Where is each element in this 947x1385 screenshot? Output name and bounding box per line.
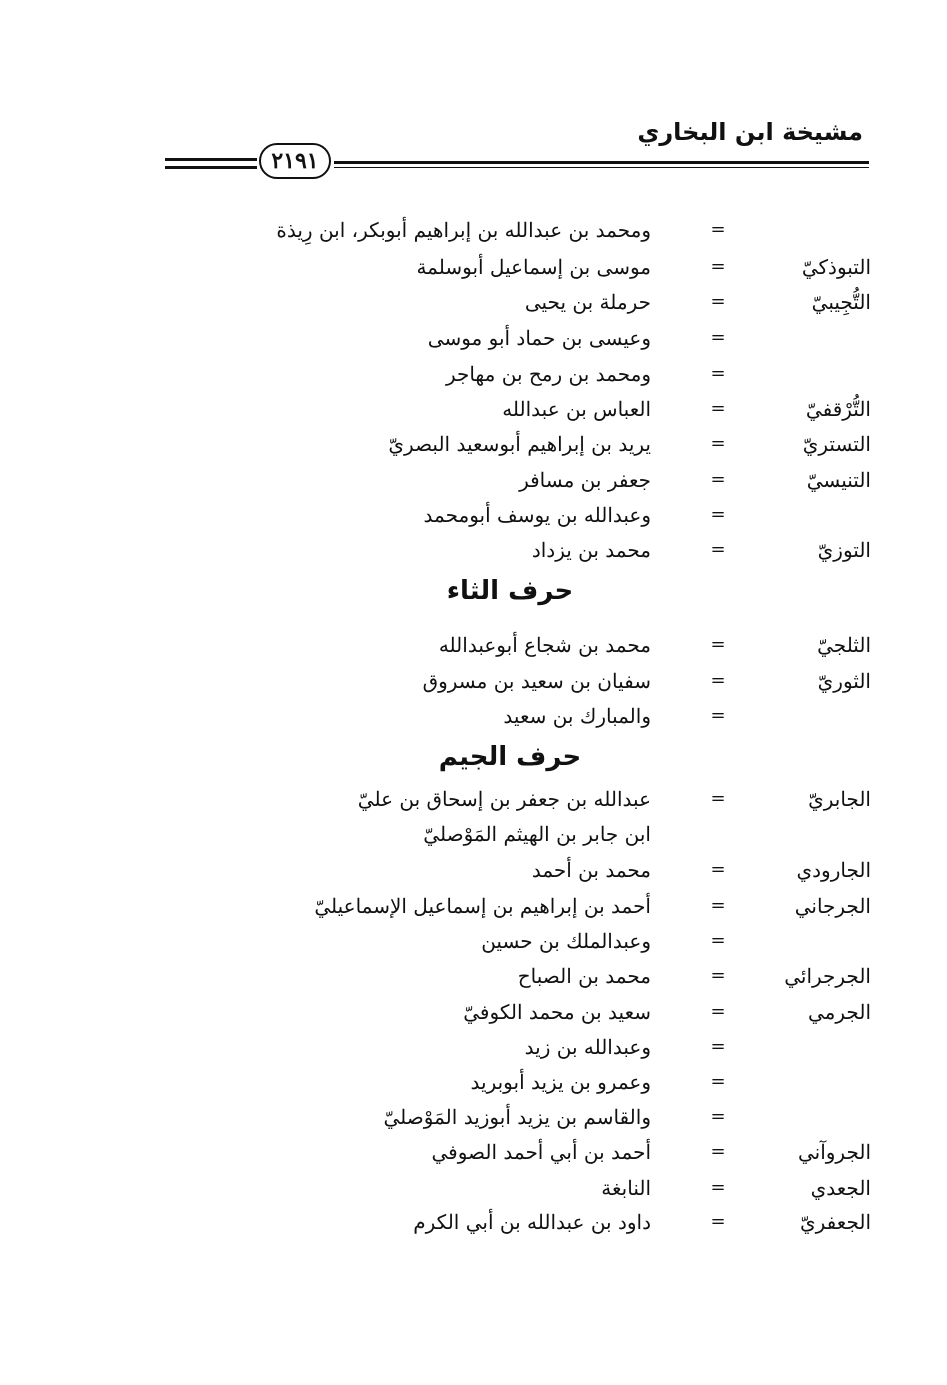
- entry-equals: =: [710, 469, 726, 490]
- entry-nisba: التوزيّ: [817, 538, 871, 562]
- entry-row: [0, 500, 947, 530]
- entry-nisba: الجعدي: [810, 1176, 871, 1200]
- entry-row: [0, 819, 947, 849]
- entry-nisba: التبوذكيّ: [801, 255, 871, 279]
- entry-name: وعبدالله بن يوسف أبومحمد: [423, 503, 651, 527]
- entry-nisba: الجرجاني: [794, 894, 871, 918]
- header-rule-left: [165, 158, 257, 161]
- entry-name: جعفر بن مسافر: [519, 468, 651, 492]
- entry-name: سعيد بن محمد الكوفيّ: [463, 1000, 651, 1024]
- entry-nisba: الجعفريّ: [799, 1210, 871, 1234]
- page-number: ٢١٩١: [259, 143, 331, 179]
- entry-nisba: الجرمي: [808, 1000, 871, 1024]
- entry-row: [0, 287, 947, 317]
- entry-name: وعبدالله بن زيد: [524, 1035, 651, 1059]
- entry-nisba: التُّرْقفيّ: [805, 397, 871, 421]
- entry-row: [0, 1207, 947, 1237]
- entry-equals: =: [710, 504, 726, 525]
- entry-nisba: التنيسيّ: [806, 468, 871, 492]
- entry-nisba: الثوريّ: [817, 669, 871, 693]
- entry-name: والقاسم بن يزيد أبوزيد المَوْصليّ: [383, 1105, 651, 1129]
- entry-row: [0, 926, 947, 956]
- entry-row: [0, 359, 947, 389]
- entry-row: [0, 1137, 947, 1167]
- entry-nisba: الثلجيّ: [817, 633, 871, 657]
- entry-row: [0, 855, 947, 885]
- entry-equals: =: [710, 1001, 726, 1022]
- entry-equals: =: [710, 634, 726, 655]
- entry-row: [0, 1032, 947, 1062]
- section-heading: حرف الجيم: [438, 742, 582, 772]
- entry-row: [0, 666, 947, 696]
- entry-row: [0, 394, 947, 424]
- entry-name: والمبارك بن سعيد: [503, 704, 651, 728]
- entry-equals: =: [710, 1177, 726, 1198]
- entry-name: حرملة بن يحيى: [524, 290, 651, 314]
- entry-equals: =: [710, 539, 726, 560]
- entry-name: العباس بن عبدالله: [502, 397, 651, 421]
- entry-equals: =: [710, 859, 726, 880]
- header-rule-right: [334, 161, 869, 164]
- entry-nisba: التُّجِيبيّ: [811, 290, 871, 314]
- entry-equals: =: [710, 433, 726, 454]
- entry-nisba: الجابريّ: [808, 787, 871, 811]
- entry-name: يريد بن إبراهيم أبوسعيد البصريّ: [388, 432, 651, 456]
- entry-nisba: الجروآني: [797, 1140, 871, 1164]
- header-rule-right-thin: [334, 167, 869, 168]
- entry-equals: =: [710, 327, 726, 348]
- header-rule-left-lower: [165, 166, 257, 169]
- entry-equals: =: [710, 1141, 726, 1162]
- entry-row: [0, 630, 947, 660]
- entry-equals: =: [710, 930, 726, 951]
- entry-nisba: التستريّ: [802, 432, 871, 456]
- entry-row: [0, 1173, 947, 1203]
- entry-name: محمد بن الصباح: [517, 964, 651, 988]
- entry-row: [0, 701, 947, 731]
- entry-equals: =: [710, 705, 726, 726]
- entry-name: سفيان بن سعيد بن مسروق: [422, 669, 651, 693]
- entry-row: [0, 784, 947, 814]
- entry-equals: =: [710, 219, 726, 240]
- entry-nisba: الجرجرائي: [784, 964, 871, 988]
- entry-row: [0, 961, 947, 991]
- entry-name: محمد بن شجاع أبوعبدالله: [438, 633, 651, 657]
- entry-name: وعبدالملك بن حسين: [481, 929, 651, 953]
- entry-row: [0, 997, 947, 1027]
- entry-name: محمد بن يزداد: [531, 538, 651, 562]
- entry-row: [0, 891, 947, 921]
- entry-row: [0, 465, 947, 495]
- entry-row: [0, 429, 947, 459]
- entry-name: وعمرو بن يزيد أبوبريد: [470, 1070, 651, 1094]
- book-title: مشيخة ابن البخاري: [637, 118, 863, 146]
- entry-equals: =: [710, 895, 726, 916]
- entry-equals: =: [710, 363, 726, 384]
- entry-row: [0, 215, 947, 245]
- entry-name: عبدالله بن جعفر بن إسحاق بن عليّ: [357, 787, 651, 811]
- entry-name: ومحمد بن عبدالله بن إبراهيم أبوبكر، ابن رِيذة: [276, 218, 651, 242]
- entry-name: النابغة: [601, 1176, 651, 1200]
- entry-name: أحمد بن أبي أحمد الصوفي: [431, 1140, 651, 1164]
- entry-nisba: الجارودي: [796, 858, 871, 882]
- entry-name: داود بن عبدالله بن أبي الكرم: [413, 1210, 651, 1234]
- entry-equals: =: [710, 1071, 726, 1092]
- entry-equals: =: [710, 1211, 726, 1232]
- entry-row: [0, 252, 947, 282]
- entry-name: ومحمد بن رمح بن مهاجر: [445, 362, 651, 386]
- entry-equals: =: [710, 1036, 726, 1057]
- entry-equals: =: [710, 965, 726, 986]
- entry-equals: =: [710, 788, 726, 809]
- entry-name: أحمد بن إبراهيم بن إسماعيل الإسماعيليّ: [314, 894, 651, 918]
- entry-row: [0, 535, 947, 565]
- entry-name: وعيسى بن حماد أبو موسى: [427, 326, 651, 350]
- entry-equals: =: [710, 291, 726, 312]
- entry-row: [0, 1102, 947, 1132]
- entry-name: محمد بن أحمد: [531, 858, 651, 882]
- entry-equals: =: [710, 398, 726, 419]
- entry-equals: =: [710, 670, 726, 691]
- section-heading: حرف الثاء: [446, 576, 574, 606]
- entry-name: موسى بن إسماعيل أبوسلمة: [416, 255, 651, 279]
- entry-name: ابن جابر بن الهيثم المَوْصليّ: [423, 822, 651, 846]
- entry-row: [0, 1067, 947, 1097]
- entry-equals: =: [710, 256, 726, 277]
- entry-equals: =: [710, 1106, 726, 1127]
- entry-row: [0, 323, 947, 353]
